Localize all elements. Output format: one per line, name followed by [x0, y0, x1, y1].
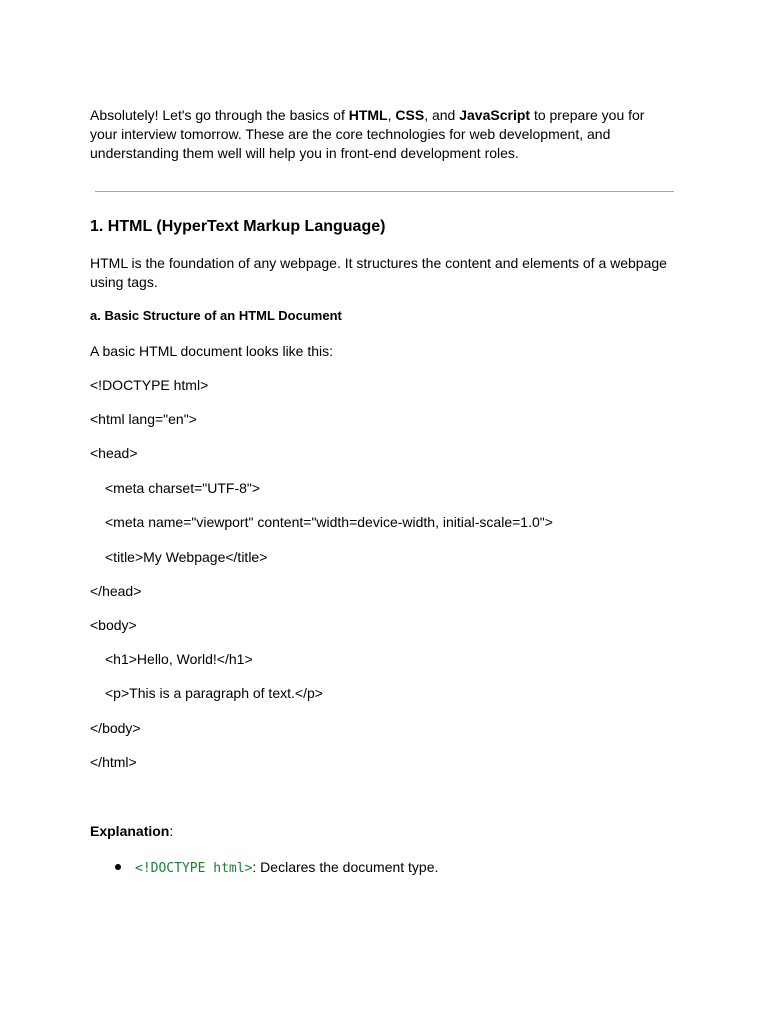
code-lead-text: A basic HTML document looks like this: [90, 343, 334, 359]
intro-text-cont: to prepare you for your interview tomorrow. These are the core technologies for web development, and understanding them well will help you in front-end development roles. [90, 107, 645, 161]
bullet-icon [115, 864, 121, 870]
intro-js-term: JavaScript [459, 107, 531, 123]
intro-html-term: HTML [348, 107, 388, 123]
intro-separator: , and [424, 107, 460, 123]
code-line: <!DOCTYPE html> [90, 377, 209, 393]
explanation-heading [90, 822, 173, 841]
code-line: <h1>Hello, World!</h1> [105, 651, 253, 667]
code-line: <meta charset="UTF-8"> [105, 480, 261, 496]
intro-paragraph [90, 106, 674, 163]
explanation-label: Explanation [90, 823, 170, 839]
inline-code: <!DOCTYPE html> [135, 861, 253, 876]
code-line: <title>My Webpage</title> [105, 549, 268, 565]
intro-text: Absolutely! Let's go through the basics of [90, 107, 349, 123]
list-item [135, 858, 438, 878]
intro-separator: , [387, 107, 396, 123]
code-line: <html lang="en"> [90, 411, 197, 427]
section-heading: 1. HTML (HyperText Markup Language) [90, 218, 386, 235]
code-line: <body> [90, 617, 137, 633]
code-line: <p>This is a paragraph of text.</p> [105, 685, 323, 701]
code-line: </head> [90, 583, 142, 599]
code-line: <head> [90, 445, 138, 461]
code-line: <meta name="viewport" content="width=device-width, initial-scale=1.0"> [105, 514, 553, 530]
horizontal-divider [95, 191, 674, 192]
code-line: </html> [90, 754, 137, 770]
list-item-text: : Declares the document type. [252, 859, 439, 875]
explanation-colon: : [169, 823, 174, 839]
section-description: HTML is the foundation of any webpage. It structures the content and elements of a webpage using tags. [90, 255, 667, 290]
code-line: </body> [90, 720, 141, 736]
intro-css-term: CSS [395, 107, 425, 123]
subsection-heading: a. Basic Structure of an HTML Document [90, 308, 342, 323]
